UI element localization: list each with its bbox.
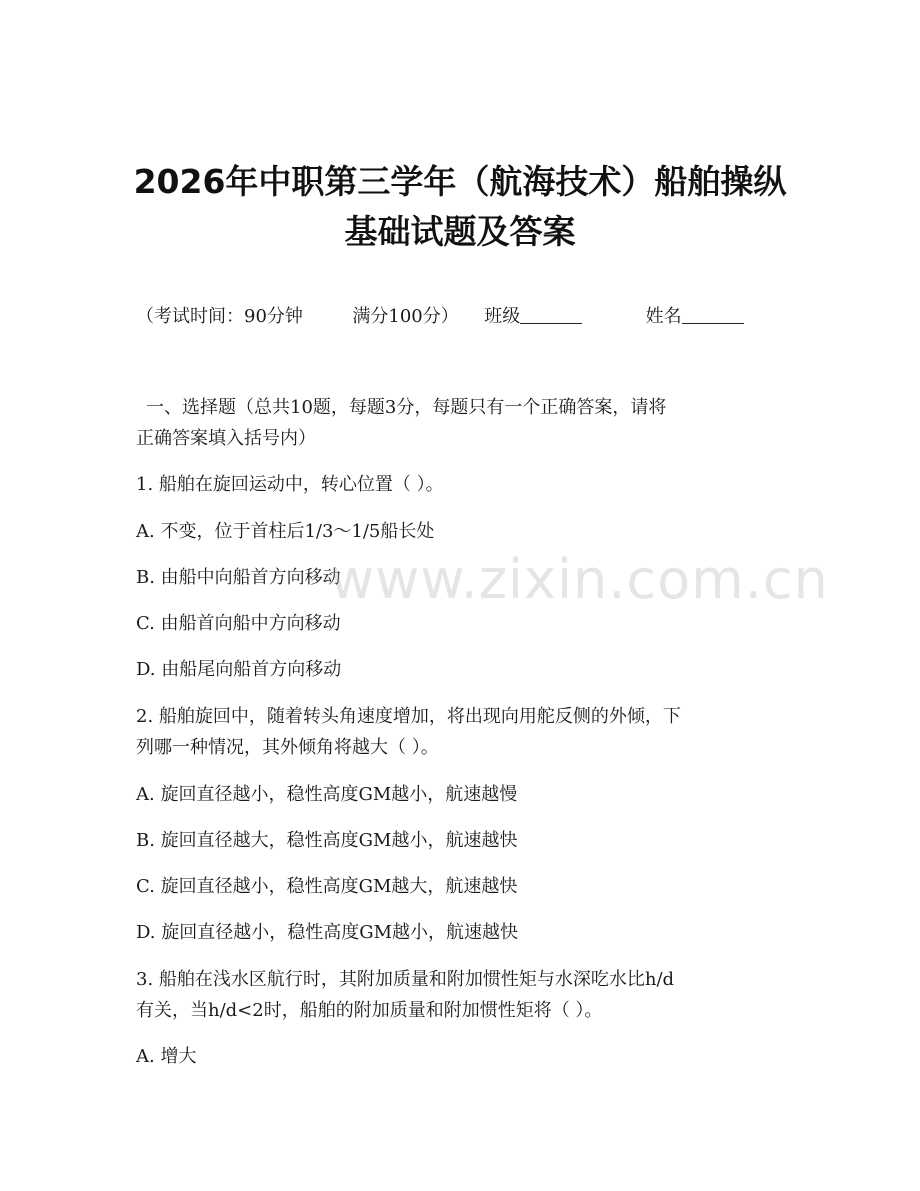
question-1-stem: 1. 船舶在旋回运动中，转心位置（ ）。 [136,474,444,495]
question-3-stem-line1: 3. 船舶在浅水区航行时，其附加质量和附加惯性矩与水深吃水比h/d [136,969,675,990]
question-3-stem-line2: 有关，当h/d<2时，船舶的附加质量和附加惯性矩将（ ）。 [136,1000,603,1021]
document-title-line2: 基础试题及答案 [344,212,576,251]
name-blank[interactable] [682,305,744,324]
question-2-stem-line2: 列哪一种情况，其外倾角将越大（ ）。 [136,737,439,758]
class-label: 班级 [484,306,521,327]
document-title-line1: 2026年中职第三学年（航海技术）船舶操纵 [133,162,787,201]
question-2-option-a: A. 旋回直径越小，稳性高度GM越小，航速越慢 [136,784,518,805]
question-1-option-b: B. 由船中向船首方向移动 [136,567,341,588]
question-1-option-c: C. 由船首向船中方向移动 [136,613,341,634]
question-2-option-d: D. 旋回直径越小，稳性高度GM越小，航速越快 [136,922,519,943]
class-blank[interactable] [520,305,582,324]
question-1-option-d: D. 由船尾向船首方向移动 [136,659,342,680]
exam-meta [136,302,796,328]
question-3-option-a: A. 增大 [136,1046,197,1067]
question-2-stem-line1: 2. 船舶旋回中，随着转头角速度增加，将出现向用舵反侧的外倾，下 [136,706,681,727]
question-2-option-c: C. 旋回直径越小，稳性高度GM越大，航速越快 [136,876,518,897]
exam-time: （考试时间：90分钟 [136,306,303,327]
question-1-option-a: A. 不变，位于首柱后1/3～1/5船长处 [136,521,435,542]
section-heading-line2: 正确答案填入括号内） [136,428,316,449]
watermark: www.zixin.com.cn [330,548,829,611]
question-2-option-b: B. 旋回直径越大，稳性高度GM越小，航速越快 [136,830,518,851]
section-heading-line1: 一、选择题（总共10题，每题3分，每题只有一个正确答案，请将 [146,397,667,418]
name-label: 姓名 [645,306,682,327]
full-score: 满分100分） [352,306,459,327]
